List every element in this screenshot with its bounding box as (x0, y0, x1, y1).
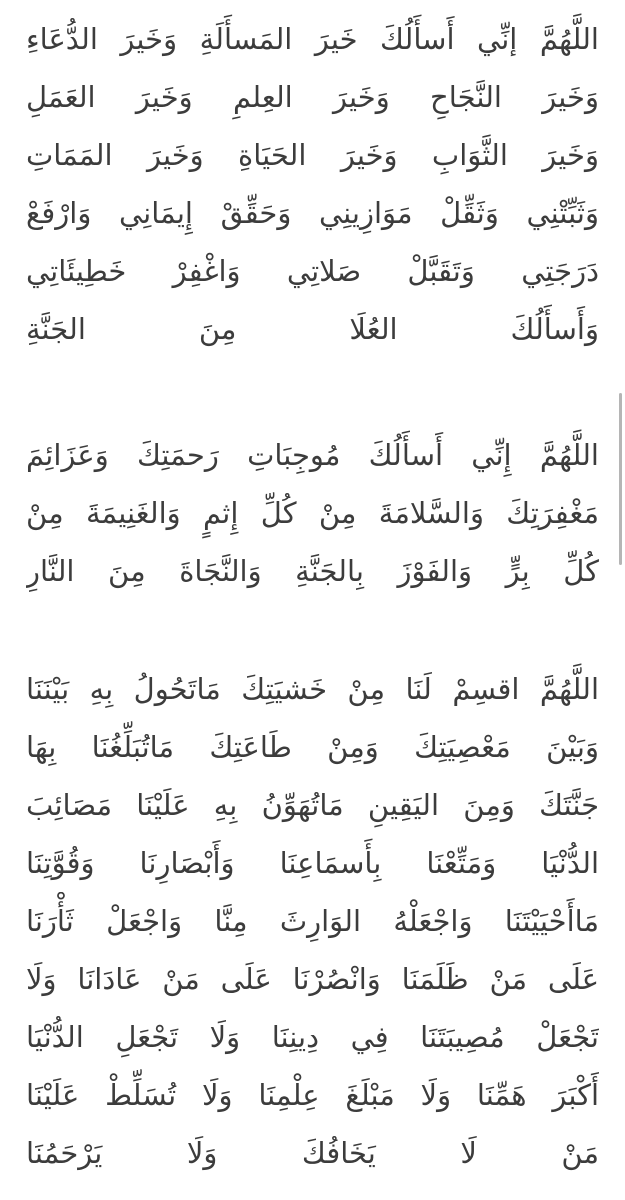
text-line: مَنْ لَا يَخَافُكَ وَلَا يَرْحَمُنَا (26, 1136, 599, 1170)
text-line: وَخَيرَ النَّجَاحِ وَخَيرَ العِلمِ وَخَيرَ العَمَلِ (26, 80, 599, 114)
text-line: وَثَبِّتْنِي وَثَقِّلْ مَوَازِينِي وَحَقِّقْ إِيمَانِي وَارْفَعْ (26, 196, 599, 230)
vertical-scrollbar[interactable] (619, 393, 622, 565)
text-line: اللَّهُمَّ إِنِّي أَسأَلُكَ مُوجِبَاتِ رَحمَتِكَ وَعَزَائِمَ (26, 438, 599, 472)
supplication-paragraph-1 (26, 10, 599, 358)
text-line: مَاأَحْيَيْتَنَا وَاجْعَلْهُ الوَارِثَ مِنَّا وَاجْعَلْ ثَأْرَنَا (26, 904, 599, 938)
text-line: تَجْعَلْ مُصِيبَتَنَا فِي دِينِنَا وَلَا تَجْعَلِ الدُّنْيَا (26, 1020, 599, 1054)
text-line: وَأَسأَلُكَ العُلَا مِنَ الجَنَّةِ (26, 312, 599, 346)
text-line: جَنَّتَكَ وَمِنَ اليَقِينِ مَاتُهَوِّنُ بِهِ عَلَيْنَا مَصَائِبَ (26, 788, 599, 822)
text-line: وَبَيْنَ مَعْصِيَتِكَ وَمِنْ طَاعَتِكَ مَاتُبَلِّغُنَا بِهَا (26, 730, 599, 764)
text-line: مَغْفِرَتِكَ وَالسَّلامَةَ مِنْ كُلِّ إِثمٍ وَالغَنِيمَةَ مِنْ (26, 496, 599, 530)
text-line: اللَّهُمَّ إنِّي أَسأَلُكَ خَيرَ المَسأَلَةِ وَخَيرَ الدُّعَاءِ (26, 22, 599, 56)
text-line: الدُّنْيَا وَمَتِّعْنَا بِأَسمَاعِنَا وَأَبْصَارِنَا وَقُوَّتِنَا (26, 846, 599, 880)
text-line: وَخَيرَ الثَّوَابِ وَخَيرَ الحَيَاةِ وَخَيرَ المَمَاتِ (26, 138, 599, 172)
text-line: اللَّهُمَّ اقسِمْ لَنَا مِنْ خَشيَتِكَ مَاتَحُولُ بِهِ بَيْنَنَا (26, 672, 599, 706)
text-line: عَلَى مَنْ ظَلَمَنَا وَانْصُرْنَا عَلَى مَنْ عَادَانَا وَلَا (26, 962, 599, 996)
text-line: أَكْبَرَ هَمِّنَا وَلَا مَبْلَغَ عِلْمِنَا وَلَا تُسَلِّطْ عَلَيْنَا (26, 1078, 599, 1112)
text-line: كُلِّ بِرٍّ وَالفَوْزَ بِالجَنَّةِ وَالنَّجَاةَ مِنَ النَّارِ (26, 554, 599, 588)
supplication-paragraph-3 (26, 660, 599, 1182)
text-line: دَرَجَتِي وَتَقَبَّلْ صَلاتِي وَاغْفِرْ خَطِيئَاتِي (26, 254, 599, 288)
supplication-paragraph-2 (26, 426, 599, 600)
